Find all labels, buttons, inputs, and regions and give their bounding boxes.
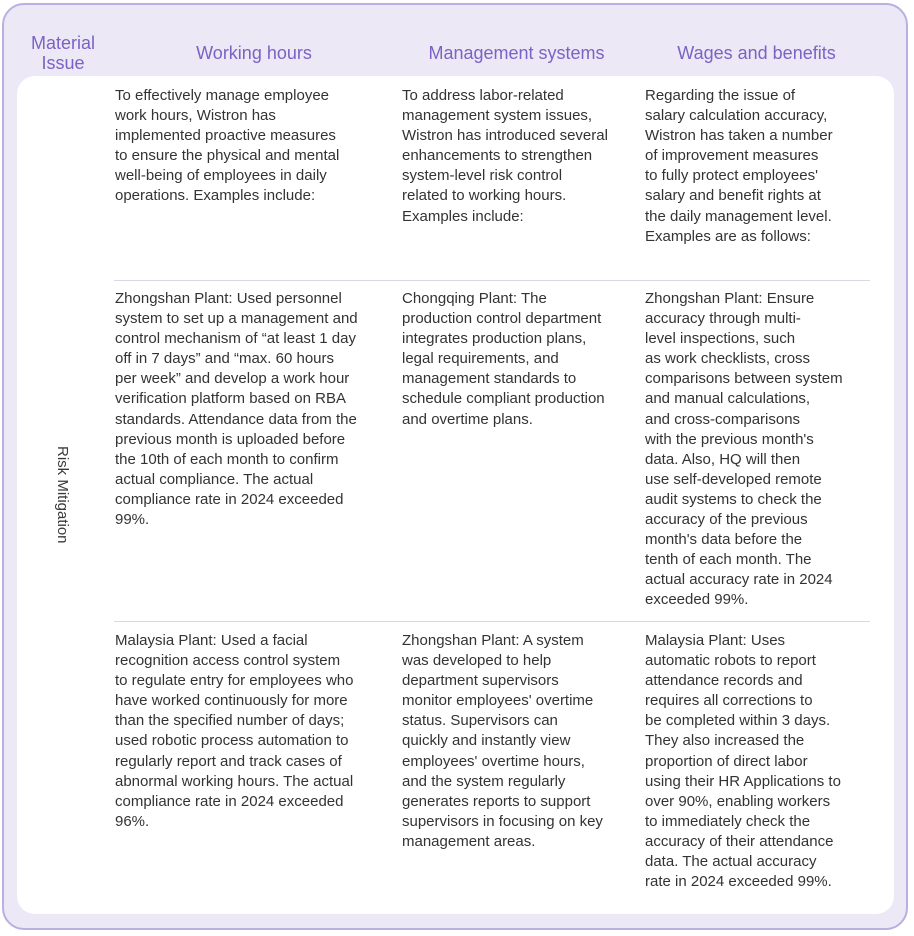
- header-working-hours: Working hours: [196, 43, 312, 63]
- cell-row3-working-hours: Malaysia Plant: Used a facial recognition access control system to regulate entry for employees who have worked continuously for more than the specified number of days; used robotic process automation to regularly report and track cases of abnormal working hours. The actual compliance rate in 2024 exceeded 96%.: [115, 632, 354, 830]
- header-wages-benefits: Wages and benefits: [677, 43, 836, 63]
- cell-row2-working-hours: Zhongshan Plant: Used personnel system to set up a management and control mechanism of “at least 1 day off in 7 days” and “max. 60 hours per week” and develop a work hour verification platform based on RBA standards. Attendance data from the previous month is uploaded before the 10th of each month to confirm actual compliance. The actual compliance rate in 2024 exceeded 99%.: [115, 290, 358, 529]
- cell-row1-wages-benefits: Regarding the issue of salary calculation accuracy, Wistron has taken a number of improvement measures to fully protect employees' salary and benefit rights at the daily management level. Examples are as follows:: [645, 87, 833, 245]
- header-material-issue: Material Issue: [30, 33, 96, 73]
- table-header-row: [4, 5, 906, 81]
- cell-row2-wages-benefits: Zhongshan Plant: Ensure accuracy through multi- level inspections, such as work checklists, cross comparisons between system and manual calculations, and cross-comparisons with the previous month's data. Also, HQ will then use self-developed remote audit systems to check the accuracy of the previous month's data before the tenth of each month. The actual accuracy rate in 2024 exceeded 99%.: [645, 290, 843, 609]
- row-divider: [114, 280, 870, 281]
- row-label-risk-mitigation: Risk Mitigation: [54, 446, 71, 544]
- cell-row1-management-systems: To address labor-related management system issues, Wistron has introduced several enhancements to strengthen system-level risk control related to working hours. Examples include:: [402, 87, 608, 225]
- cell-row2-management-systems: Chongqing Plant: The production control department integrates production plans, legal requirements, and management standards to schedule compliant production and overtime plans.: [402, 290, 605, 428]
- cell-row1-working-hours: To effectively manage employee work hours, Wistron has implemented proactive measures to ensure the physical and mental well-being of employees in daily operations. Examples include:: [115, 87, 340, 205]
- row-divider: [114, 621, 870, 622]
- header-management-systems: Management systems: [428, 43, 605, 63]
- cell-row3-wages-benefits: Malaysia Plant: Uses automatic robots to report attendance records and requires all corrections to be completed within 3 days. They also increased the proportion of direct labor using their HR Applications to over 90%, enabling workers to immediately check the accuracy of their attendance data. The actual accuracy rate in 2024 exceeded 99%.: [645, 632, 841, 891]
- cell-row3-management-systems: Zhongshan Plant: A system was developed to help department supervisors monitor employees' overtime status. Supervisors can quickly and instantly view employees' overtime hours, and the system regularly generates reports to support supervisors in focusing on key management areas.: [402, 632, 603, 850]
